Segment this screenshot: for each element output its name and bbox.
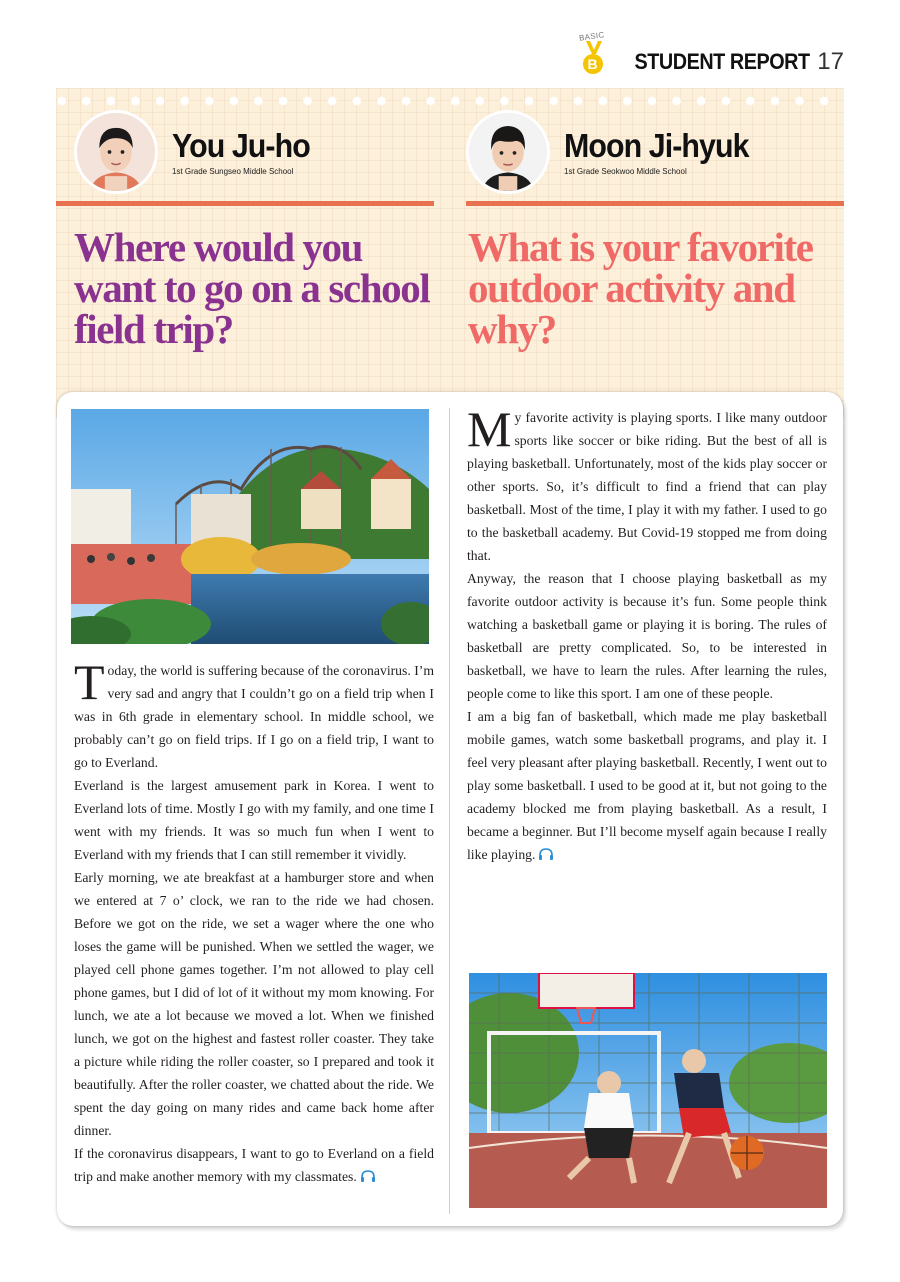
heading-rule-left [56, 201, 434, 206]
logo-letter: B [583, 54, 603, 74]
author-name: You Ju-ho [172, 127, 310, 164]
heading-rule-right [466, 201, 844, 206]
author-school: 1st Grade Seokwoo Middle School [564, 167, 687, 176]
article-paragraph: Early morning, we ate breakfast at a hamburger store and when we entered at 7 o’ clock, we ran to the ride we had chosen. Before we got on the ride, we set a wager where the one who loses the game will be punished. When we settled the wager, we played cell phone games together. I’m not allowed to play cell phone games, but I did of lot of it without my mom knowing. For lunch, we ate a lot because we moved a lot. When we finished lunch, we got on the highest and fastest roller coaster. They take a picture while riding the roller coaster, so I prepared and took it beautifully. After the roller coaster, we chatted about the ride. We spent the day going on many rides and came back home after dinner. [74, 870, 434, 1138]
author-school: 1st Grade Sungseo Middle School [172, 167, 294, 176]
boy-portrait-icon [469, 113, 547, 191]
article-paragraph: I am a big fan of basketball, which made me play basketball mobile games, watch some basketball programs, and play it. I feel very pleasant after playing basketball. Recently, I went out to play some basketball. I used to be good at it, but not going to the academy blocked me from playing basketball. As a result, I became a beginner. But I’ll become myself again because I really like playing. [467, 709, 827, 862]
left-article-body [74, 654, 434, 1188]
page-header [579, 30, 844, 76]
article-paragraph: If the coronavirus disappears, I want to go to Everland on a field trip and make another memory with my classmates. [74, 1146, 434, 1184]
column-divider [449, 408, 450, 1214]
boy-portrait-icon [77, 113, 155, 191]
basketball-photo [469, 973, 827, 1208]
headphones-icon [360, 1170, 376, 1182]
avatar-right [466, 110, 550, 194]
avatar-left [74, 110, 158, 194]
author-left [74, 110, 322, 194]
drop-cap: T [74, 654, 105, 710]
basic-logo [579, 32, 609, 76]
logo-small-text: BASIC [578, 30, 605, 43]
page-number: 17 [817, 48, 844, 75]
author-name: Moon Ji-hyuk [564, 127, 749, 164]
right-article-body [467, 401, 827, 866]
drop-cap: M [467, 401, 512, 457]
section-title: STUDENT REPORT [634, 49, 810, 74]
article-paragraph: Anyway, the reason that I choose playing basketball as my favorite outdoor activity is because it’s fun. Some people think watching a basketball game or playing it is boring. The rules of basketball are pretty complicated. So, to be interested in basketball, we have to learn the rules. After learning the rules, people come to like this sport. I am one of these people. [467, 571, 827, 701]
question-left: Where would you want to go on a school field trip? [74, 224, 430, 352]
headphones-icon [538, 848, 554, 860]
band-dots [56, 96, 844, 106]
article-paragraph: Today, the world is suffering because of the coronavirus. I’m very sad and angry that I couldn’t go on a field trip when I was in 6th grade in elementary school. In middle school, we probably can’t go on field trips. If I go on a field trip, I want to go to Everland. [74, 654, 434, 770]
everland-photo [71, 409, 429, 644]
article-paragraph: Everland is the largest amusement park in Korea. I went to Everland lots of time. Mostly I go with my family, and one time I went with my friends. It was so much fun when I went to Everland with my friends that I can still remember it vividly. [74, 778, 434, 862]
question-right: What is your favorite outdoor activity and why? [468, 224, 813, 352]
author-right [466, 110, 765, 194]
article-paragraph: My favorite activity is playing sports. I like many outdoor sports like soccer or bike riding. But the best of all is playing basketball. Unfortunately, most of the kids play soccer or other sports. So, it’s difficult to find a friend that can play basketball. Most of the time, I play it with my father. I used to go to the basketball academy. But Covid-19 stopped me from doing that. [467, 401, 827, 563]
